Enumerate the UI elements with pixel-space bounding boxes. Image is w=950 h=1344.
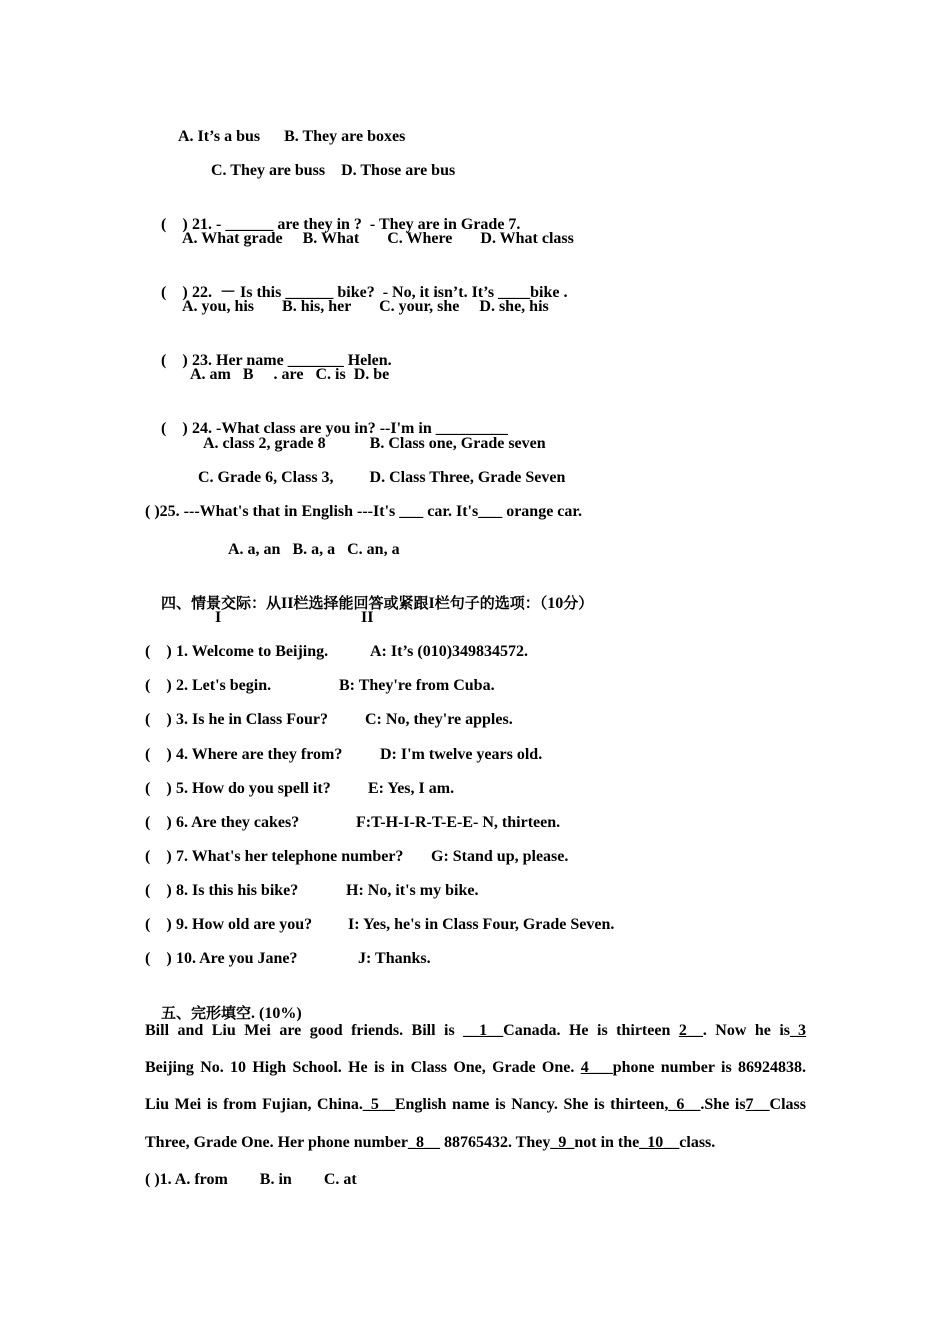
heading-part: . (10%): [251, 1005, 302, 1022]
match-right: H: No, it's my bike.: [346, 882, 479, 899]
cloze-line-4: [145, 1133, 806, 1153]
q22-options: A. you, his B. his, her C. your, she D. she, his: [182, 298, 549, 315]
answer-blank[interactable]: ( ): [145, 814, 172, 831]
answer-blank[interactable]: ( ): [145, 916, 172, 933]
match-item: [145, 642, 328, 662]
match-item: [145, 745, 342, 765]
cloze-line-2: [145, 1058, 806, 1078]
passage-text: Bill and Liu Mei are good friends. Bill is: [145, 1022, 464, 1039]
heading-part: 10: [547, 595, 564, 612]
cloze-blank[interactable]: _10__: [639, 1134, 680, 1151]
cloze-blank[interactable]: _9_: [550, 1134, 575, 1151]
question-text: 23. Her name _______ Helen.: [192, 352, 392, 369]
match-right: E: Yes, I am.: [368, 780, 455, 797]
match-item: [145, 710, 328, 730]
match-right: C: No, they're apples.: [365, 711, 513, 728]
passage-text: Class: [769, 1096, 806, 1113]
match-left: 3. Is he in Class Four?: [176, 711, 329, 728]
answer-blank[interactable]: ( ): [145, 746, 172, 763]
q24-options-line2: C. Grade 6, Class 3, D. Class Three, Grade Seven: [198, 469, 566, 486]
q20-options-line2: C. They are buss D. Those are bus: [211, 162, 456, 179]
heading-part: II: [281, 595, 294, 612]
heading-part: I: [428, 595, 435, 612]
match-item: [145, 847, 403, 867]
match-item: [145, 915, 312, 935]
cloze-blank[interactable]: 4___: [580, 1059, 613, 1076]
q24-options-line1: A. class 2, grade 8 B. Class one, Grade seven: [203, 435, 546, 452]
cloze-question-1: ( )1. A. from B. in C. at: [145, 1171, 357, 1188]
passage-text: phone number is 86924838.: [612, 1059, 807, 1076]
heading-part: 栏句子的选项：（: [434, 594, 548, 612]
answer-blank[interactable]: ( ): [145, 882, 172, 899]
cloze-blank[interactable]: _3: [790, 1022, 806, 1039]
cloze-blank[interactable]: _5__: [362, 1096, 395, 1113]
answer-blank[interactable]: ( ): [145, 643, 172, 660]
question-text: 21. - ______ are they in ? - They are in Grade 7.: [192, 216, 521, 233]
cloze-line-3: [145, 1095, 806, 1115]
answer-blank[interactable]: ( ): [145, 780, 172, 797]
passage-text: Canada. He is thirteen: [503, 1022, 679, 1039]
answer-blank[interactable]: ( ): [161, 420, 188, 437]
match-item: [145, 779, 331, 799]
match-left: 2. Let's begin.: [176, 677, 272, 694]
question-text: 24. -What class are you in? --I'm in _________: [192, 420, 508, 437]
column-header-i: I: [215, 609, 222, 626]
answer-blank[interactable]: ( ): [145, 711, 172, 728]
cloze-blank[interactable]: __1__: [463, 1022, 504, 1039]
heading-part: 栏选择能回答或紧跟: [293, 594, 429, 612]
match-left: 4. Where are they from?: [176, 746, 343, 763]
passage-text: Liu Mei is from Fujian, China.: [145, 1096, 363, 1113]
passage-text: Beijing No. 10 High School. He is in Class One, Grade One.: [145, 1059, 581, 1076]
match-left: 1. Welcome to Beijing.: [176, 643, 329, 660]
cloze-blank[interactable]: _6__: [668, 1096, 701, 1113]
match-right: F:T-H-I-R-T-E-E- N, thirteen.: [356, 814, 561, 831]
answer-blank[interactable]: ( ): [145, 848, 172, 865]
heading-part: 分）: [563, 594, 594, 612]
cloze-blank[interactable]: 7__: [745, 1096, 770, 1113]
match-right: J: Thanks.: [358, 950, 431, 967]
match-item: [145, 813, 299, 833]
match-left: 7. What's her telephone number?: [176, 848, 404, 865]
heading-part: 四、情景交际：从: [161, 594, 282, 612]
match-right: B: They're from Cuba.: [339, 677, 495, 694]
match-left: 6. Are they cakes?: [176, 814, 300, 831]
column-header-ii: II: [361, 609, 374, 626]
match-right: A: It’s (010)349834572.: [370, 643, 529, 660]
q25-options: A. a, an B. a, a C. an, a: [228, 541, 400, 558]
passage-text: not in the: [574, 1134, 640, 1151]
match-item: [145, 949, 297, 969]
match-item: [145, 676, 271, 696]
answer-blank[interactable]: ( ): [145, 950, 172, 967]
match-left: 9. How old are you?: [176, 916, 313, 933]
cloze-line-1: [145, 1021, 806, 1041]
match-right: D: I'm twelve years old.: [380, 746, 543, 763]
question-text: 22. － Is this ______ bike? - No, it isn’t. It’s ____bike .: [192, 284, 568, 301]
heading-part: 五、完形填空: [161, 1004, 252, 1022]
match-right: G: Stand up, please.: [431, 848, 569, 865]
answer-blank[interactable]: ( ): [161, 216, 188, 233]
q20-options-line1: A. It’s a bus B. They are boxes: [178, 128, 406, 145]
passage-text: class.: [679, 1134, 716, 1151]
passage-text: Three, Grade One. Her phone number: [145, 1134, 408, 1151]
match-left: 10. Are you Jane?: [176, 950, 298, 967]
match-left: 8. Is this his bike?: [176, 882, 299, 899]
match-right: I: Yes, he's in Class Four, Grade Seven.: [348, 916, 615, 933]
answer-blank[interactable]: ( ): [161, 352, 188, 369]
passage-text: 88765432. They: [439, 1134, 551, 1151]
match-left: 5. How do you spell it?: [176, 780, 331, 797]
cloze-blank[interactable]: _8__: [407, 1134, 440, 1151]
answer-blank[interactable]: ( ): [161, 284, 188, 301]
passage-text: . Now he is: [702, 1022, 790, 1039]
passage-text: .She is: [700, 1096, 746, 1113]
q21-options: A. What grade B. What C. Where D. What class: [182, 230, 574, 247]
passage-text: English name is Nancy. She is thirteen,: [394, 1096, 669, 1113]
answer-blank[interactable]: ( ): [145, 677, 172, 694]
match-item: [145, 881, 298, 901]
question-25: ( )25. ---What's that in English ---It's ___ car. It's___ orange car.: [145, 503, 583, 520]
cloze-blank[interactable]: 2__: [678, 1022, 703, 1039]
q23-options: A. am B . are C. is D. be: [190, 366, 390, 383]
